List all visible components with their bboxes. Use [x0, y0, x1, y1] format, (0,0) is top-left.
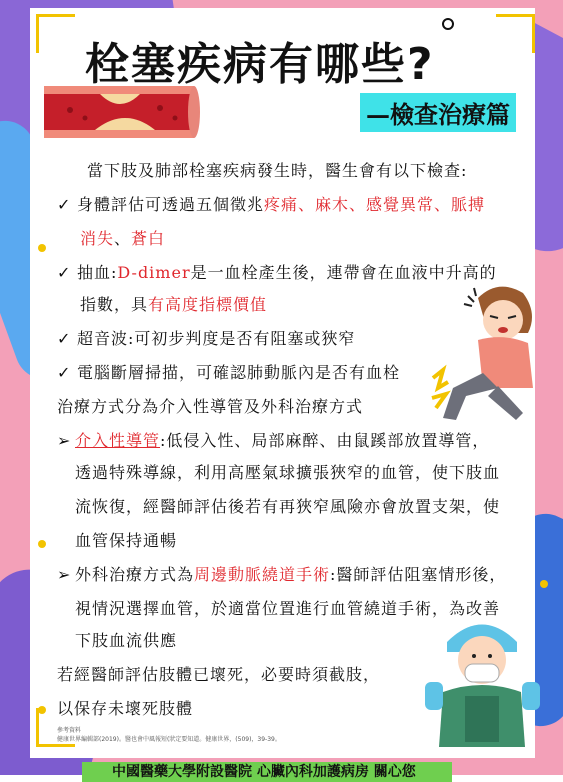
- treatment-text: 外科治療方式為: [75, 565, 195, 584]
- check-item: [57, 326, 355, 349]
- check-item-continued: [80, 226, 165, 249]
- treatment-text: :低侵入性、局部麻醉、由鼠蹊部放置導管，: [160, 431, 490, 450]
- reference-citation: 健康世界編輯部(2019)。醫也會中風報短(狀定要知道。健康世界，(509)，39-39。: [57, 736, 281, 743]
- check-highlight: 蒼白: [131, 229, 166, 248]
- frame-corner: [496, 14, 535, 53]
- frame-corner: [36, 14, 75, 53]
- check-icon: ✓: [57, 263, 72, 282]
- check-text: 電腦斷層掃描，可確認肺動脈內是否有血栓: [77, 363, 401, 382]
- check-highlight: 有高度指標價值: [148, 295, 268, 314]
- treatment-line: 血管保持通暢: [75, 531, 178, 550]
- treatment-label: 介入性導管: [75, 431, 161, 450]
- check-icon: ✓: [57, 363, 72, 382]
- treatment-intro: 治療方式分為介入性導管及外科治療方式: [57, 397, 364, 416]
- arrow-bullet-icon: ➢: [57, 565, 72, 584]
- check-text: 身體評估可透過五個徵兆: [77, 195, 265, 214]
- intro-text: 當下肢及肺部栓塞疾病發生時，醫生會有以下檢查:: [87, 161, 468, 180]
- footer-banner: 中國醫藥大學附設醫院 心臟內科加護病房 關心您: [82, 762, 452, 782]
- check-highlight: 疼痛、麻木、感覺異常、脈搏: [264, 195, 486, 214]
- decor-dot: [38, 540, 46, 548]
- closing-text: 以保存未壞死肢體: [57, 699, 194, 718]
- page-title: 栓塞疾病有哪些?: [85, 39, 435, 90]
- check-icon: ✓: [57, 195, 72, 214]
- closing-text: 若經醫師評估肢體已壞死，必要時須截肢，: [57, 665, 381, 684]
- leg-pain-patient-illustration: [428, 278, 548, 428]
- check-text: 是一血栓產生後，連帶會在血液中升高的: [190, 263, 497, 282]
- check-item-continued: [80, 292, 267, 315]
- decor-dot: [38, 244, 46, 252]
- check-icon: ✓: [57, 329, 72, 348]
- decor-dot: [540, 580, 548, 588]
- check-text: 、: [114, 229, 132, 248]
- check-text: 超音波:可初步判度是否有阻塞或狹窄: [77, 329, 356, 348]
- treatment-label: 周邊動脈繞道手術: [194, 565, 331, 584]
- surgeon-illustration: [425, 612, 540, 747]
- arrow-bullet-icon: ➢: [57, 431, 72, 450]
- treatment-item: [57, 428, 489, 451]
- decor-dot: [442, 18, 454, 30]
- treatment-line: 視情況選擇血管，於適當位置進行血管繞道手術，為改善: [75, 599, 501, 618]
- decor-dot: [38, 706, 46, 714]
- check-item: [57, 360, 400, 383]
- treatment-line: 透過特殊導線，利用高壓氣球擴張狹窄的血管，使下肢血: [75, 463, 501, 482]
- treatment-line: 下肢血流供應: [75, 631, 178, 650]
- treatment-text: :醫師評估阻塞情形後，: [330, 565, 507, 584]
- check-text: 抽血:: [77, 263, 118, 282]
- check-text: 指數，具: [80, 295, 149, 314]
- treatment-line: 流恢復，經醫師評估後若有再狹窄風險亦會放置支架，使: [75, 497, 501, 516]
- check-highlight: D-dimer: [117, 263, 191, 282]
- reference: [57, 726, 281, 744]
- page-subtitle: —檢查治療篇: [360, 93, 516, 132]
- reference-label: 參考資料: [57, 727, 82, 734]
- check-highlight: 消失: [80, 229, 115, 248]
- treatment-item: [57, 562, 506, 585]
- check-item: [57, 192, 485, 215]
